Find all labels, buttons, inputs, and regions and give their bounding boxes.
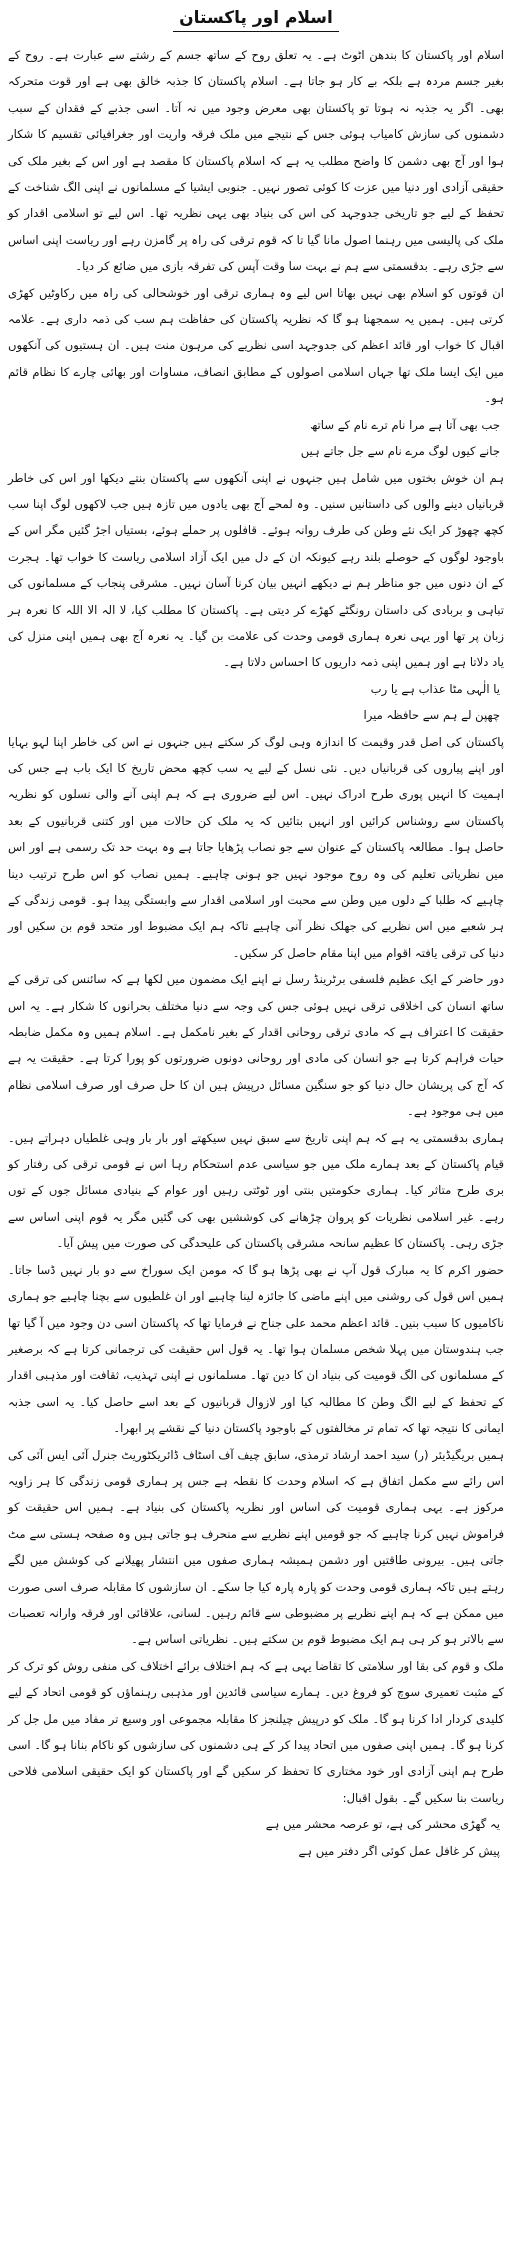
paragraph-7: حضور اکرم کا یہ مبارک قول آپ نے بھی پڑھا ہو گا کہ مومن ایک سوراخ سے دو بار نہیں ڈسا جاتا۔ ہمیں اس قول کی روشنی میں اپنے ماضی کا جائزہ لینا چاہیے اور ان غلطیوں سے بچنا چاہیے جو ہماری ناکامیوں کا سبب بنیں۔ قائد اعظم محمد علی جناح نے فرمایا تھا کہ پاکستان اسی دن وجود میں آ گیا تھا جب ہندوستان میں پہلا شخص مسلمان ہوا تھا۔ یہ قول اس حقیقت کی ترجمانی کرتا ہے کہ برصغیر کے مسلمانوں کی الگ قومیت کی بنیاد ان کا دین تھا۔ مسلمانوں نے اپنی تہذیب، ثقافت اور مذہبی اقدار کے تحفظ کے لیے الگ وطن کا مطالبہ کیا اور لازوال قربانیوں کے بعد اسے حاصل کیا۔ یہ اسی جذبہ ایمانی کا نتیجہ تھا کہ تمام تر مخالفتوں کے باوجود پاکستان دنیا کے نقشے پر ابھرا۔ <box>8 1262 504 1436</box>
article-title: اسلام اور پاکستان <box>173 8 339 32</box>
paragraph-2: ان قوتوں کو اسلام بھی نہیں بھاتا اس لیے وہ ہماری ترقی اور خوشحالی کی راہ میں رکاوٹیں کھڑی کرتی ہیں۔ ہمیں یہ سمجھنا ہو گا کہ نظریہ پاکستان کی حفاظت ہم سب کی ذمہ داری ہے۔ علامہ اقبال کا خواب اور قائد اعظم کی جدوجہد اسی نظریے کی مرہون منت ہیں۔ ان ہستیوں کی آنکھوں میں ایک ایسا ملک تھا جہاں اسلامی اصولوں کے مطابق انصاف، مساوات اور بھائی چارے کا نظام قائم ہو۔ <box>8 285 504 406</box>
couplet-2-line-1: یا الٰہی مٹا عذاب ہے یا رب <box>370 681 500 696</box>
couplet-1-line-2: جانے کیوں لوگ مرے نام سے جل جاتے ہیں <box>300 444 500 459</box>
couplet-3 <box>8 1811 504 1864</box>
paragraph-9: ملک و قوم کی بقا اور سلامتی کا تقاضا یہی ہے کہ ہم اختلاف برائے اختلاف کی منفی روش کو ترک کر کے مثبت تعمیری سوچ کو فروغ دیں۔ ہمارے سیاسی قائدین اور مذہبی رہنماؤں کو قومی اتحاد کے لیے کلیدی کردار ادا کرنا ہو گا۔ ملک کو درپیش چیلنجز کا مقابلہ مجموعی اور وسیع تر مفاد میں مل جل کر کرنا ہو گا۔ ہمیں اپنی صفوں میں اتحاد پیدا کر کے ہی دشمنوں کی سازشوں کو ناکام بنانا ہو گا۔ اسی طرح ہم اپنی آزادی اور خود مختاری کا تحفظ کر سکیں گے اور پاکستان کو ایک حقیقی اسلامی فلاحی ریاست بنا سکیں گے۔ بقول اقبال: <box>8 1658 504 1805</box>
paragraph-4: پاکستان کی اصل قدر وقیمت کا اندازہ وہی لوگ کر سکتے ہیں جنہوں نے اس کی خاطر اپنا لہو بہایا اور اپنے پیاروں کی قربانیاں دیں۔ نئی نسل کے لیے یہ سب کچھ محض تاریخ کا ایک باب ہے جس کی اہمیت کا انہیں پوری طرح ادراک نہیں۔ اس لیے ضروری ہے کہ ہم اپنی آنے والی نسلوں کو نظریہ پاکستان سے روشناس کرائیں اور انہیں بتائیں کہ یہ ملک کن حالات میں اور کتنی قربانیوں کے بعد حاصل ہوا۔ مطالعہ پاکستان کے عنوان سے جو نصاب پڑھایا جاتا ہے وہ بہت حد تک رسمی ہے اور اس میں نظریاتی تعلیم کی وہ روح موجود نہیں جو ہونی چاہیے۔ ہمیں نصاب کو اس طرح ترتیب دینا چاہیے کہ طلبا کے دلوں میں وطن سے محبت اور اسلامی اقدار سے وابستگی پیدا ہو۔ قومی زندگی کے ہر شعبے میں اس نظریے کی جھلک نظر آنی چاہیے تاکہ ہم ایک مضبوط اور متحد قوم بن سکیں اور دنیا کی ترقی یافتہ اقوام میں اپنا مقام حاصل کر سکیں۔ <box>8 734 504 960</box>
couplet-2 <box>8 676 504 729</box>
paragraph-1: اسلام اور پاکستان کا بندھن اٹوٹ ہے۔ یہ تعلق روح کے ساتھ جسم کے رشتے سے عبارت ہے۔ روح کے بغیر جسم مردہ ہے بلکہ بے کار ہو جاتا ہے۔ اسلام پاکستان کا جذبہ خالق بھی ہے اور قوت متحرکہ بھی۔ اگر یہ جذبہ نہ ہوتا تو پاکستان بھی معرض وجود میں نہ آتا۔ اسی جذبے کے فقدان کے سبب دشمنوں کی سازش کامیاب ہوئی جس کے نتیجے میں ملک فرقہ واریت اور جغرافیائی تقسیم کا شکار ہوا اور آج بھی دشمن کا واضح مطلب یہ ہے کہ اسلام پاکستان کا مقصد ہے اور اس کے بغیر ملک کی حقیقی آزادی اور دنیا میں عزت کا کوئی تصور نہیں۔ جنوبی ایشیا کے مسلمانوں نے اپنی الگ شناخت کے تحفظ کے لیے جو تاریخی جدوجہد کی اس کی بنیاد بھی یہی نظریہ تھا۔ اس لیے تو اسلامی اقدار کو ملک کی پالیسی میں رہنما اصول مانا گیا تا کہ قوم ترقی کی راہ پر گامزن رہے اور ریاست اپنی اساس سے جڑی رہے۔ بدقسمتی سے ہم نے بہت سا وقت آپس کی تفرقہ بازی میں ضائع کر دیا۔ <box>8 48 504 274</box>
couplet-3-line-2: پیش کر غافل عمل کوئی اگر دفتر میں ہے <box>298 1843 500 1858</box>
paragraph-5: دور حاضر کے ایک عظیم فلسفی برٹرینڈ رسل نے اپنے ایک مضمون میں لکھا ہے کہ سائنس کی ترقی کے ساتھ انسان کی اخلاقی ترقی نہیں ہوئی جس کی وجہ سے دنیا مختلف بحرانوں کا شکار ہے۔ یہ اس حقیقت کا اعتراف ہے کہ مادی ترقی روحانی اقدار کے بغیر نامکمل ہے۔ اسلام ہمیں وہ مکمل ضابطہ حیات فراہم کرتا ہے جو انسان کی مادی اور روحانی دونوں ضرورتوں کو پورا کرتا ہے۔ حقیقت یہ ہے کہ آج کی پریشان حال دنیا کو جو سنگین مسائل درپیش ہیں ان کا حل صرف اور صرف اسلامی نظام میں ہی موجود ہے۔ <box>8 972 504 1119</box>
couplet-1 <box>8 412 504 465</box>
paragraph-8: ہمیں بریگیڈیئر (ر) سید احمد ارشاد ترمذی، سابق چیف آف اسٹاف ڈائریکٹوریٹ جنرل آئی ایس آئی کی اس رائے سے مکمل اتفاق ہے کہ اسلام وحدت کا نقطہ ہے جس پر ہماری قومی زندگی کا ہر زاویہ مرکوز ہے۔ یہی ہماری قومیت کی اساس اور نظریہ پاکستان کی بنیاد ہے۔ ہمیں اس حقیقت کو فراموش نہیں کرنا چاہیے کہ جو قومیں اپنے نظریے سے منحرف ہو جاتی ہیں وہ صفحہ ہستی سے مٹ جاتی ہیں۔ بیرونی طاقتیں اور دشمن ہمیشہ ہماری صفوں میں انتشار پھیلانے کی کوشش میں لگے رہتے ہیں تاکہ ہماری قومی وحدت کو پارہ پارہ کیا جا سکے۔ ان سازشوں کا مقابلہ صرف اسی صورت میں ممکن ہے کہ ہم اپنے نظریے پر مضبوطی سے قائم رہیں۔ لسانی، علاقائی اور فرقہ وارانہ تعصبات سے بالاتر ہو کر ہی ہم ایک مضبوط قوم بن سکتے ہیں۔ نظریاتی اساس ہے۔ <box>8 1447 504 1647</box>
couplet-3-line-1: یہ گھڑی محشر کی ہے، تو عرصہ محشر میں ہے <box>265 1817 500 1832</box>
couplet-2-line-2: چھپن لے ہم سے حافظہ میرا <box>363 708 500 723</box>
paragraph-6: ہماری بدقسمتی یہ ہے کہ ہم اپنی تاریخ سے سبق نہیں سیکھتے اور بار بار وہی غلطیاں دہراتے ہیں۔ قیام پاکستان کے بعد ہمارے ملک میں جو سیاسی عدم استحکام رہا اس نے قومی ترقی کی رفتار کو بری طرح متاثر کیا۔ ہماری حکومتیں بنتی اور ٹوٹتی رہیں اور عوام کے بنیادی مسائل جوں کے توں رہے۔ غیر اسلامی نظریات کو پروان چڑھانے کی کوششیں بھی کی گئیں مگر یہ قوم اپنی اساس سے جڑی رہی۔ پاکستان کا عظیم سانحہ مشرقی پاکستان کی علیحدگی کی صورت میں پیش آیا۔ <box>8 1130 504 1251</box>
title-wrap <box>8 8 504 32</box>
couplet-1-line-1: جب بھی آتا ہے مرا نام ترے نام کے ساتھ <box>310 417 500 432</box>
paragraph-3: ہم ان خوش بختوں میں شامل ہیں جنہوں نے اپنی آنکھوں سے پاکستان بنتے دیکھا اور اس کی خاطر قربانیاں دینے والوں کی داستانیں سنیں۔ وہ لمحے آج بھی یادوں میں تازہ ہیں جب لاکھوں لوگ اپنا سب کچھ چھوڑ کر ایک نئے وطن کی طرف روانہ ہوئے۔ قافلوں پر حملے ہوئے، بستیاں اجڑ گئیں مگر اس کے باوجود لوگوں کے حوصلے بلند رہے کیونکہ ان کے دل میں ایک آزاد اسلامی ریاست کا خواب تھا۔ ہجرت کے ان دنوں میں جو مناظر ہم نے دیکھے انہیں بیان کرنا آسان نہیں۔ مشرقی پنجاب کے مسلمانوں کی تباہی و بربادی کی داستان رونگٹے کھڑے کر دیتی ہے۔ پاکستان کا مطلب کیا، لا الہ الا اللہ کا نعرہ ہر زبان پر تھا اور یہی نعرہ ہماری قومی وحدت کی علامت بن گیا۔ یہ نعرہ آج بھی ہمیں اپنی منزل کی یاد دلاتا ہے اور ہمیں اپنی ذمہ داریوں کا احساس دلاتا ہے۔ <box>8 470 504 670</box>
